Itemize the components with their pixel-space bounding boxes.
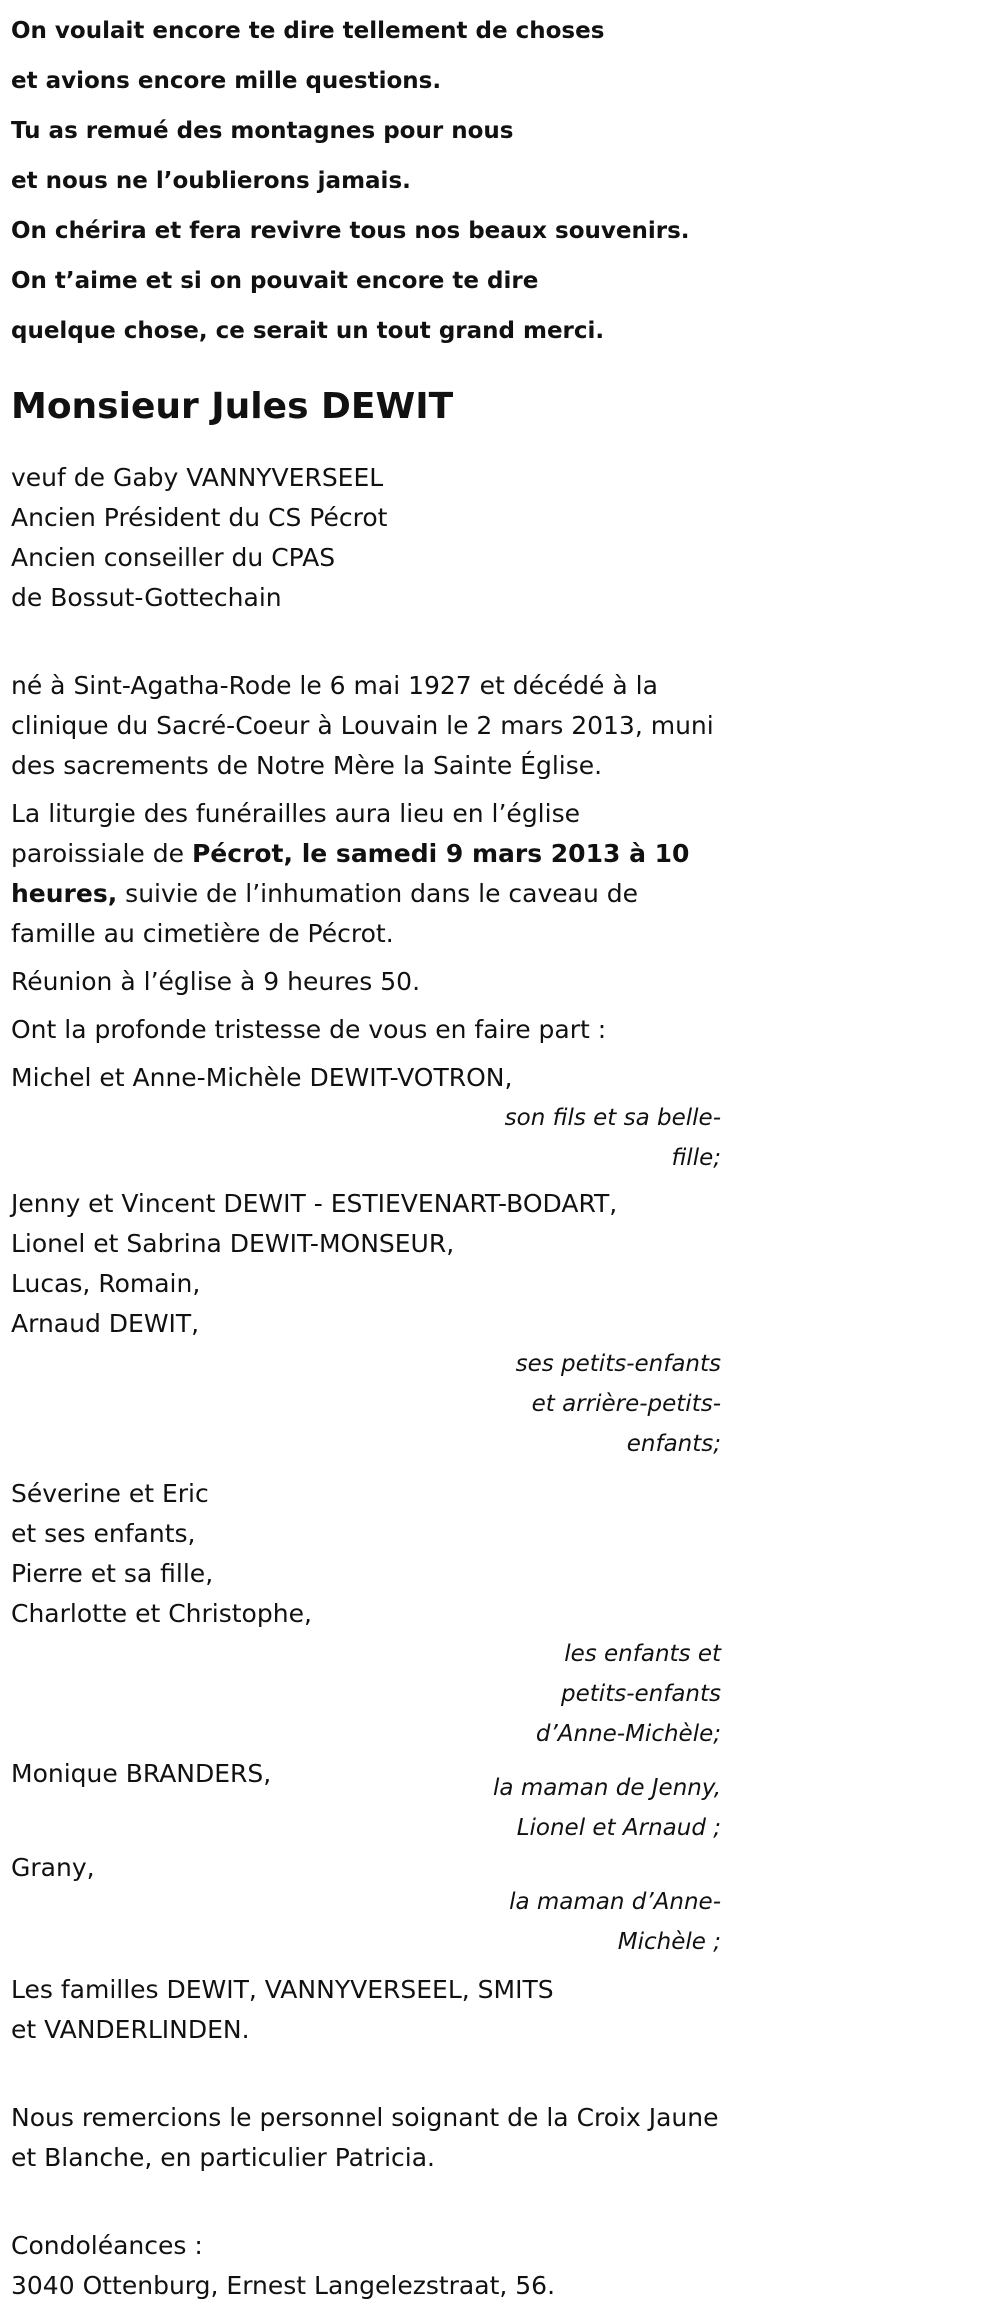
title-line: veuf de Gaby VANNYVERSEEL [11, 463, 384, 492]
family-names: Charlotte et Christophe, [11, 1599, 312, 1628]
family-relation [441, 1882, 721, 1962]
liturgy-date: Pécrot, le samedi 9 mars 2013 à 10 heures, [11, 839, 690, 908]
title-line: de Bossut-Gottechain [11, 583, 282, 612]
family-group [11, 1754, 721, 1848]
relation-line: la maman d’Anne- [509, 1889, 721, 1915]
relation-line: Michèle ; [617, 1929, 721, 1955]
family-group [11, 1184, 721, 1464]
deceased-name: Monsieur Jules DEWIT [11, 386, 454, 427]
family-names: Pierre et sa fille, [11, 1559, 214, 1588]
poem-line: et avions encore mille questions. [11, 68, 442, 94]
liturgy-pre: La liturgie des funérailles aura lieu en l’église paroissiale de [11, 799, 580, 868]
relation-line: les enfants et [564, 1641, 721, 1667]
condolences-address: 3040 Ottenburg, Ernest Langelezstraat, 56. [11, 2271, 556, 2300]
families-line [11, 1970, 721, 2050]
families-line-text: et VANDERLINDEN. [11, 2015, 250, 2044]
family-names: et ses enfants, [11, 1519, 196, 1548]
obituary [0, 6, 721, 2306]
family-names: Grany, [11, 1853, 95, 1882]
relation-line: Lionel et Arnaud ; [516, 1815, 721, 1841]
family-names: Séverine et Eric [11, 1479, 209, 1508]
poem-line: quelque chose, ce serait un tout grand merci. [11, 318, 605, 344]
family-names: Arnaud DEWIT, [11, 1309, 200, 1338]
liturgy [11, 794, 721, 954]
family-names: Michel et Anne-Michèle DEWIT-VOTRON, [11, 1063, 513, 1092]
family-relation [441, 1098, 721, 1178]
condolences-label: Condoléances : [11, 2231, 203, 2260]
family-relation [441, 1344, 721, 1464]
birth-death: né à Sint-Agatha-Rode le 6 mai 1927 et décédé à la clinique du Sacré-Coeur à Louvain le 2 mars 2013, muni des sacrements de Notre Mère la Sainte Église. [11, 671, 714, 780]
family-group [11, 1848, 721, 1962]
family-relation [441, 1634, 721, 1754]
relation-line: enfants; [626, 1431, 721, 1457]
thanks: Nous remercions le personnel soignant de la Croix Jaune et Blanche, en particulier Patricia. [11, 2103, 719, 2172]
relation-line: son fils et sa belle- [504, 1105, 721, 1131]
families-line-text: Les familles DEWIT, VANNYVERSEEL, SMITS [11, 1975, 554, 2004]
poem-line: et nous ne l’oublierons jamais. [11, 168, 411, 194]
family-group [11, 1058, 721, 1178]
poem-line: On t’aime et si on pouvait encore te dire [11, 268, 539, 294]
family-names: Jenny et Vincent DEWIT - ESTIEVENART-BODART, [11, 1189, 618, 1218]
relation-line: et arrière-petits- [531, 1391, 721, 1417]
family-names: Lucas, Romain, [11, 1269, 201, 1298]
title-line: Ancien Président du CS Pécrot [11, 503, 388, 532]
relation-line: ses petits-enfants [515, 1351, 721, 1377]
poem-line: Tu as remué des montagnes pour nous [11, 118, 514, 144]
relation-line: petits-enfants [561, 1681, 721, 1707]
reunion: Réunion à l’église à 9 heures 50. [11, 967, 421, 996]
poem-line: On voulait encore te dire tellement de choses [11, 18, 605, 44]
title-line: Ancien conseiller du CPAS [11, 543, 336, 572]
titles [11, 458, 721, 618]
relation-line: la maman de Jenny, [493, 1775, 721, 1801]
relation-line: fille; [671, 1145, 721, 1171]
family-names: Lionel et Sabrina DEWIT-MONSEUR, [11, 1229, 455, 1258]
family-names: Monique BRANDERS, [11, 1759, 272, 1788]
poem-line: On chérira et fera revivre tous nos beaux souvenirs. [11, 218, 690, 244]
condolences [11, 2226, 721, 2306]
relation-line: d’Anne-Michèle; [535, 1721, 721, 1747]
family-group [11, 1474, 721, 1754]
family-relation [441, 1768, 721, 1848]
announce: Ont la profonde tristesse de vous en faire part : [11, 1015, 607, 1044]
liturgy-post: suivie de l’inhumation dans le caveau de famille au cimetière de Pécrot. [11, 879, 639, 948]
poem [11, 6, 721, 356]
